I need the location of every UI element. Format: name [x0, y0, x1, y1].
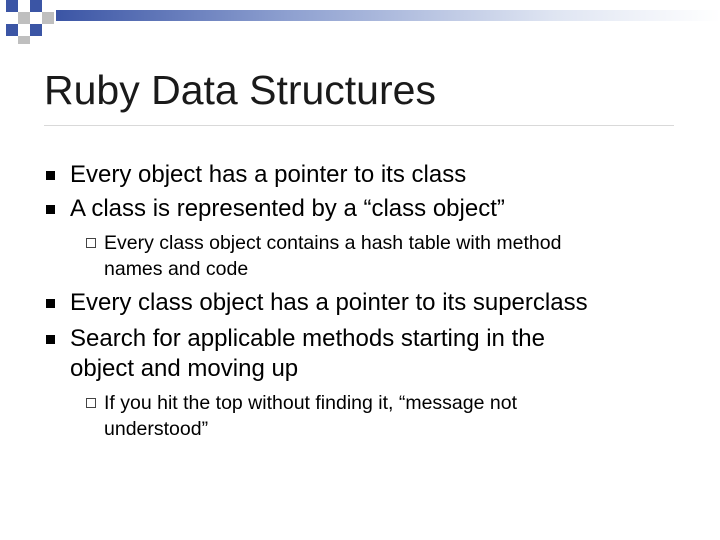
bullet-text: Search for applicable methods starting in the	[70, 325, 545, 352]
bullet-text: object and moving up	[70, 355, 299, 382]
filled-square-icon	[46, 205, 55, 214]
sub-bullet-text: If you hit the top without finding it, “message not	[104, 392, 517, 414]
sub-bullet-text: understood”	[104, 418, 209, 440]
sub-bullet-text: Every class object contains a hash table with method	[104, 232, 562, 254]
sub-bullet-text: names and code	[104, 258, 249, 280]
filled-square-icon	[46, 299, 55, 308]
bullet-text: Every class object has a pointer to its superclass	[70, 289, 588, 316]
slide-title: Ruby Data Structures	[44, 67, 436, 113]
bullet-text: Every object has a pointer to its class	[70, 161, 467, 188]
bullet-text: A class is represented by a “class object”	[70, 195, 505, 222]
filled-square-icon	[46, 335, 55, 344]
hollow-square-icon	[86, 398, 96, 408]
filled-square-icon	[46, 171, 55, 180]
hollow-square-icon	[86, 238, 96, 248]
